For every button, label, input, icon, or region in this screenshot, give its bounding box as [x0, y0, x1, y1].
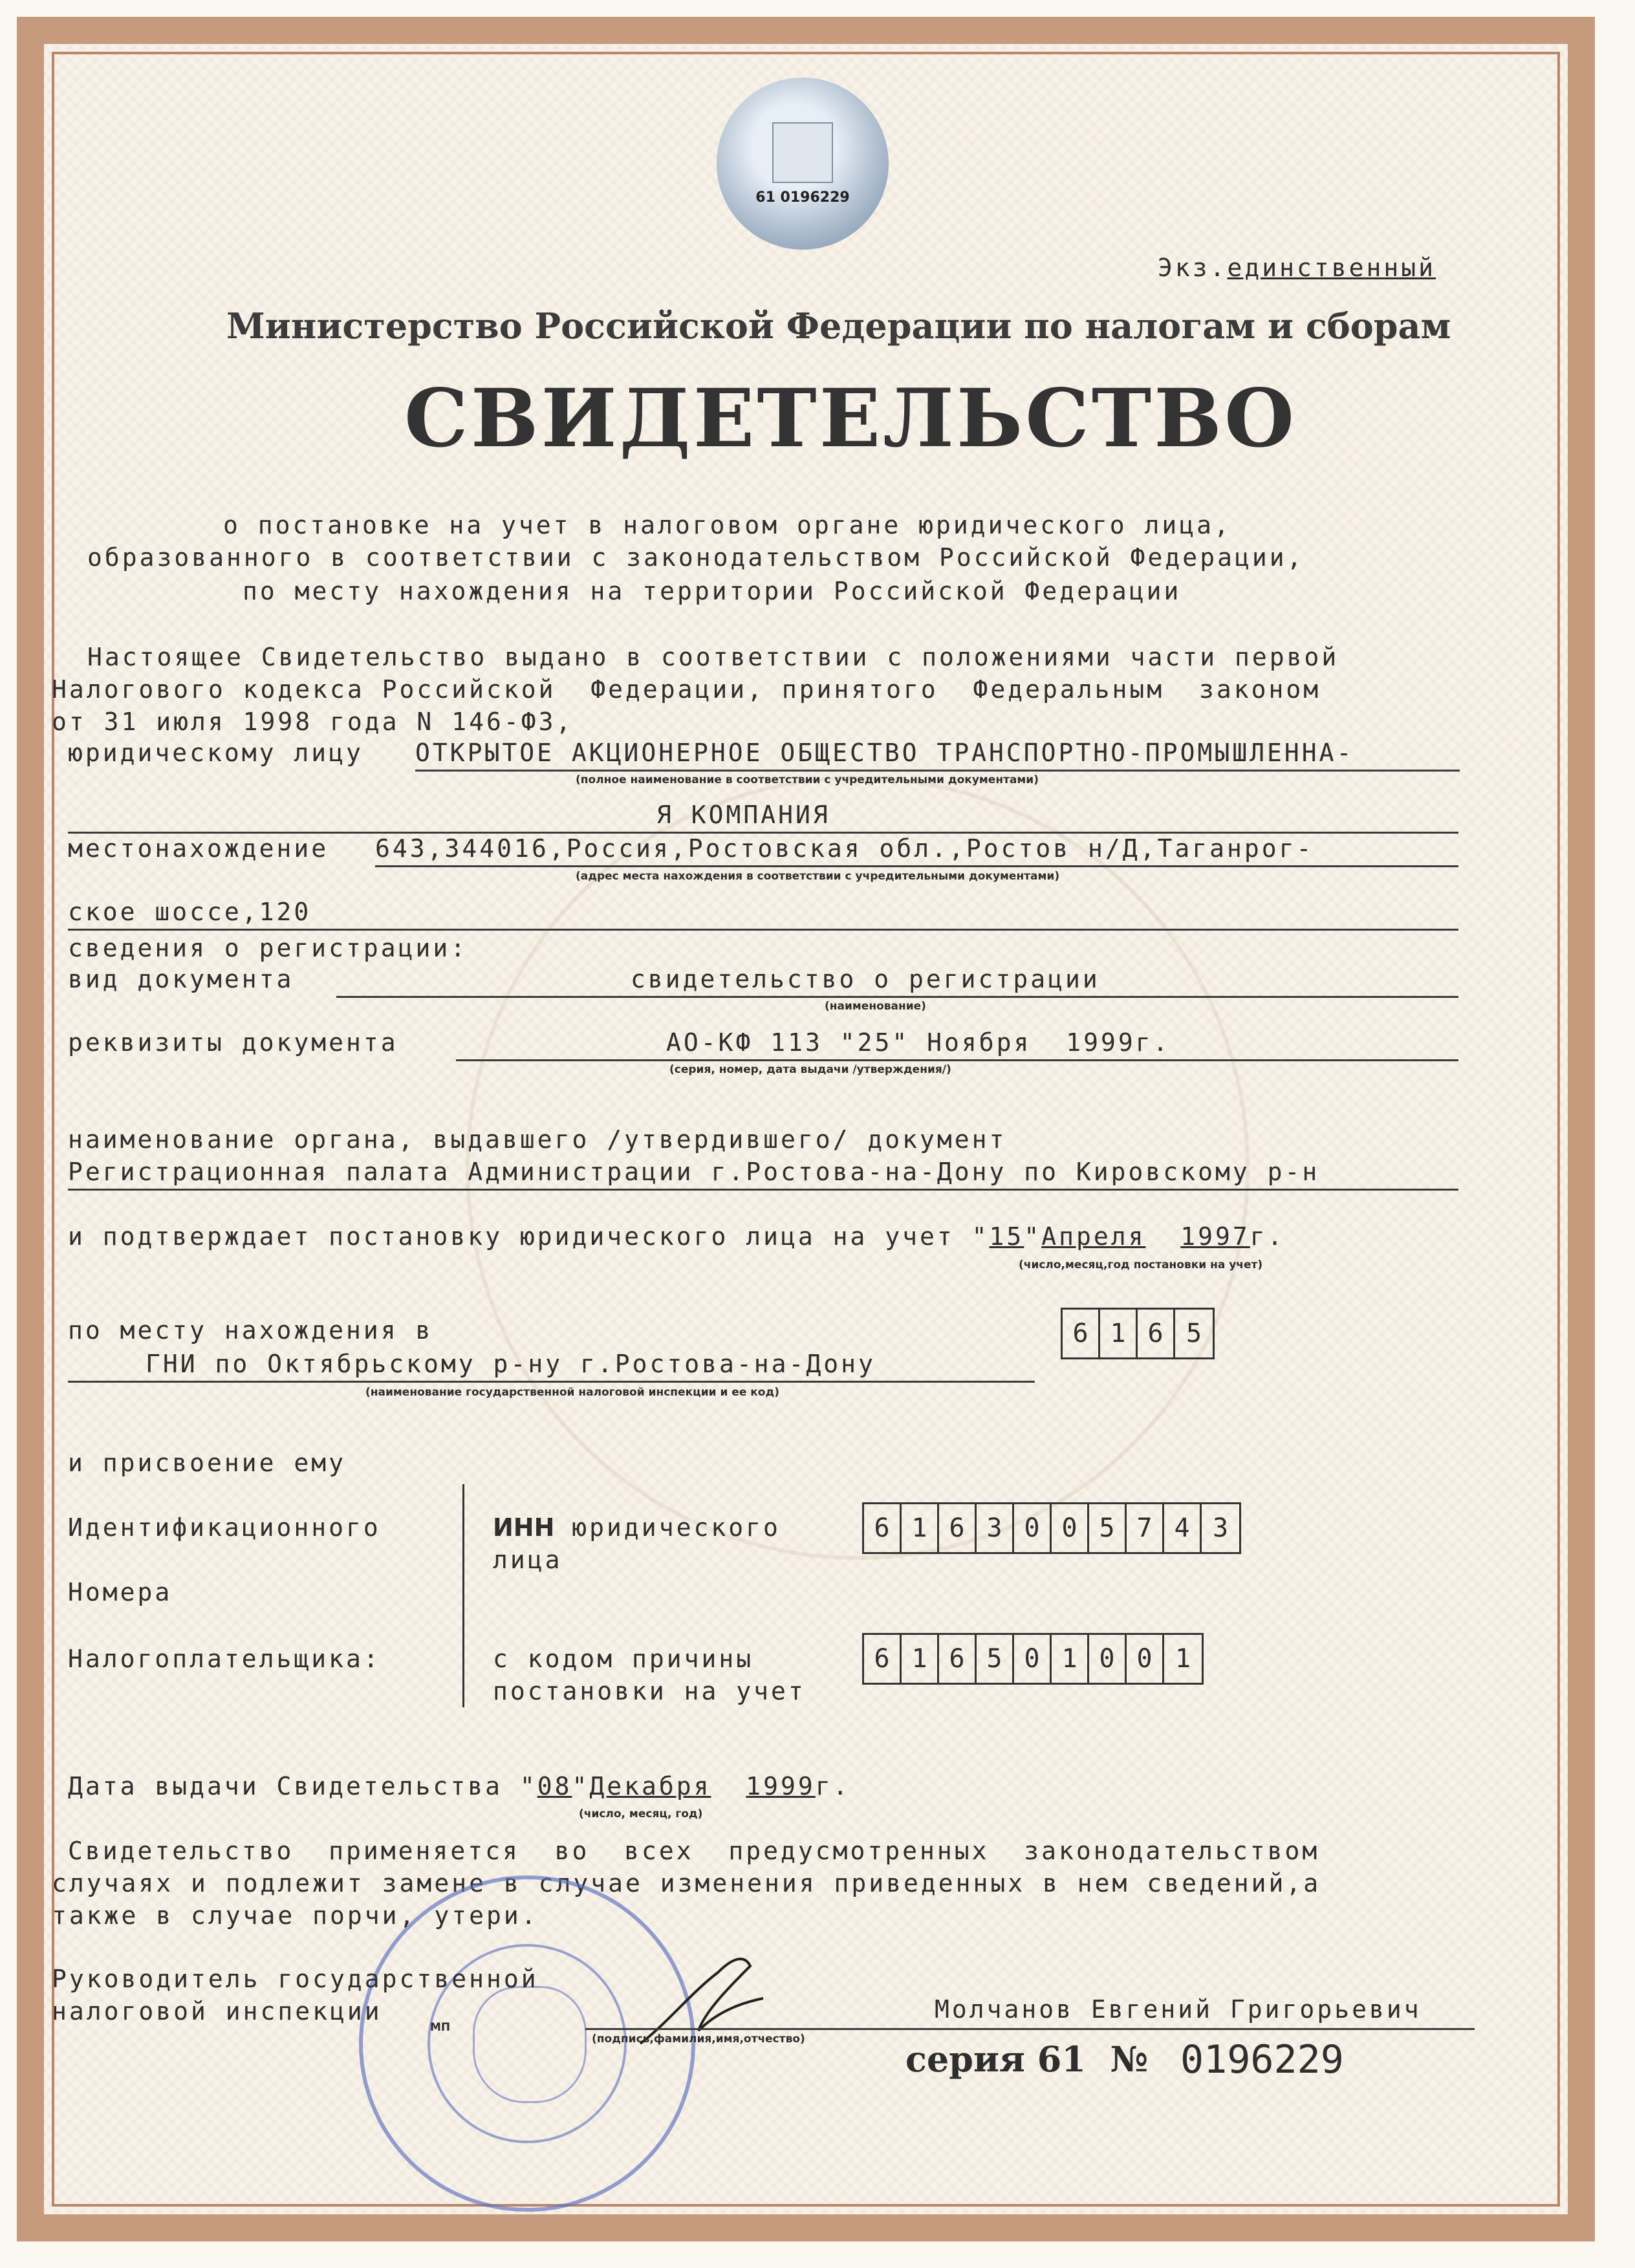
- intro-line-2: Налогового кодекса Российской Федерации, принятого Федеральным законом: [52, 675, 1321, 704]
- inn-label-line-2: лица: [493, 1546, 563, 1574]
- confirm-line: и подтверждает постановку юридического лица на учет "15"Апреля 1997г.: [68, 1222, 1285, 1251]
- issuer-underline: [68, 1189, 1458, 1191]
- inn-digit: 3: [977, 1504, 1014, 1552]
- signer-name: Молчанов Евгений Григорьевич: [935, 1995, 1422, 2024]
- doc-type-underline: [336, 996, 1458, 998]
- code-digit: 1: [1100, 1310, 1138, 1357]
- applicability-line-1: Свидетельство применяется во всех предусмотренных законодательством: [68, 1837, 1320, 1865]
- issuer-value: Регистрационная палата Администрации г.Ростова-на-Дону по Кировскому р-н: [68, 1158, 1320, 1186]
- tax-office-value: ГНИ по Октябрьскому р-ну г.Ростова-на-Дону: [146, 1350, 876, 1378]
- kpp-digit: 1: [1175, 1644, 1191, 1674]
- inn-digit: 3: [1212, 1513, 1229, 1543]
- tax-office-code: [1061, 1308, 1215, 1359]
- tax-office-label: по месту нахождения в: [68, 1316, 433, 1345]
- subtitle-line-1: о постановке на учет в налоговом органе юридического лица,: [223, 511, 1231, 539]
- issue-date-hint: (число, месяц, год): [579, 1808, 703, 1820]
- inn-digit: 4: [1164, 1504, 1202, 1552]
- series-number: 0196229: [1180, 2037, 1344, 2082]
- emblem-icon: [772, 122, 833, 183]
- signature-underline: [585, 2028, 1475, 2030]
- code-digit: 6: [1063, 1310, 1100, 1357]
- inn-digit: 5: [1089, 1504, 1127, 1552]
- location-value-line-2: ское шоссе,120: [68, 898, 312, 926]
- kpp-digit: 1: [902, 1635, 939, 1683]
- inn-digit: 0: [1014, 1504, 1052, 1552]
- assignment-left-2: Номера: [68, 1578, 173, 1606]
- subtitle-line-3: по месту нахождения на территории Российской Федерации: [243, 577, 1182, 605]
- inn-digit: 0: [1052, 1504, 1089, 1552]
- entity-value-line-1: ОТКРЫТОЕ АКЦИОНЕРНОЕ ОБЩЕСТВО ТРАНСПОРТНО-ПРОМЫШЛЕННА-: [415, 739, 1354, 767]
- doc-type-value: свидетельство о регистрации: [631, 965, 1100, 993]
- location-underline: [375, 865, 1458, 867]
- kpp-label-line-2: постановки на учет: [493, 1677, 806, 1705]
- double-headed-eagle-icon: [473, 1986, 587, 2103]
- location-hint: (адрес места нахождения в соответствии с учредительными документами): [576, 870, 1060, 883]
- signer-role-line-2: налоговой инспекции: [52, 1997, 382, 2025]
- kpp-digit: 0: [1014, 1635, 1052, 1683]
- issuer-label: наименование органа, выдавшего /утвердившего/ документ: [68, 1125, 1007, 1154]
- issue-date-line: Дата выдачи Свидетельства "08"Декабря 1999г.: [68, 1772, 850, 1800]
- inn-label: ИНН юридического: [493, 1513, 781, 1542]
- assignment-intro: и присвоение ему: [68, 1449, 347, 1477]
- signer-role-line-1: Руководитель государственной: [52, 1965, 539, 1993]
- kpp-digit: 0: [1089, 1635, 1127, 1683]
- series-label: серия 61 №: [905, 2038, 1149, 2080]
- location-label: местонахождение: [68, 834, 329, 863]
- confirm-hint: (число,месяц,год постановки на учет): [1019, 1258, 1263, 1271]
- inn-digit: 1: [902, 1504, 939, 1552]
- code-digit: 6: [1138, 1310, 1175, 1357]
- location-value-line-1: 643,344016,Россия,Ростовская обл.,Ростов н/Д,Таганрог-: [375, 834, 1314, 863]
- mp-mark: МП: [430, 2021, 451, 2034]
- registration-heading: сведения о регистрации:: [68, 934, 468, 962]
- kpp-digit: 6: [939, 1635, 977, 1683]
- entity-hint: (полное наименование в соответствии с учредительными документами): [576, 773, 1039, 786]
- tax-office-hint: (наименование государственной налоговой инспекции и ее код): [365, 1386, 779, 1399]
- inn-digit: 7: [1127, 1504, 1164, 1552]
- hologram-number: 61 0196229: [755, 189, 850, 206]
- subtitle-line-2: образованного в соответствии с законодательством Российской Федерации,: [87, 543, 1305, 572]
- assignment-left-3: Налогоплательщика:: [68, 1645, 381, 1673]
- inn-cells: [862, 1502, 1241, 1554]
- code-digit: 5: [1186, 1319, 1202, 1348]
- document-title: СВИДЕТЕЛЬСТВО: [404, 372, 1297, 466]
- applicability-line-2: случаях и подлежит замене в случае изменения приведенных в нем сведений,а: [52, 1869, 1321, 1897]
- entity-label: юридическому лицу: [68, 739, 363, 767]
- entity-value-line-2: Я КОМПАНИЯ: [656, 801, 830, 829]
- ministry-name: Министерство Российской Федерации по налогам и сборам: [226, 305, 1451, 347]
- kpp-digit: 6: [864, 1635, 902, 1683]
- doc-details-label: реквизиты документа: [68, 1028, 398, 1057]
- assignment-left-1: Идентификационного: [68, 1513, 381, 1542]
- inn-digit: 6: [864, 1504, 902, 1552]
- intro-line-3: от 31 июля 1998 года N 146-ФЗ,: [52, 707, 574, 736]
- location-underline-2: [68, 929, 1458, 931]
- intro-line-1: Настоящее Свидетельство выдано в соответствии с положениями части первой: [87, 643, 1339, 671]
- inn-digit: 6: [939, 1504, 977, 1552]
- doc-details-underline: [456, 1059, 1458, 1061]
- doc-details-hint: (серия, номер, дата выдачи /утверждения/): [669, 1063, 951, 1076]
- kpp-digit: 5: [977, 1635, 1014, 1683]
- kpp-digit: 1: [1052, 1635, 1089, 1683]
- applicability-line-3: также в случае порчи, утери.: [52, 1901, 539, 1930]
- doc-type-label: вид документа: [68, 965, 294, 993]
- assignment-divider: [462, 1484, 464, 1707]
- entity-underline-2: [68, 832, 1458, 834]
- tax-office-underline: [68, 1381, 1035, 1383]
- kpp-label-line-1: с кодом причины: [493, 1645, 754, 1673]
- kpp-cells: [862, 1633, 1204, 1685]
- doc-details-value: АО-КФ 113 "25" Ноября 1999г.: [666, 1028, 1171, 1057]
- entity-underline: [415, 770, 1460, 772]
- signature-hint: (подпись,фамилия,имя,отчество): [592, 2033, 805, 2046]
- kpp-digit: 0: [1127, 1635, 1164, 1683]
- copy-note: Экз.единственный: [1158, 254, 1436, 282]
- hologram-seal: [717, 78, 889, 250]
- doc-type-hint: (наименование): [825, 1000, 926, 1013]
